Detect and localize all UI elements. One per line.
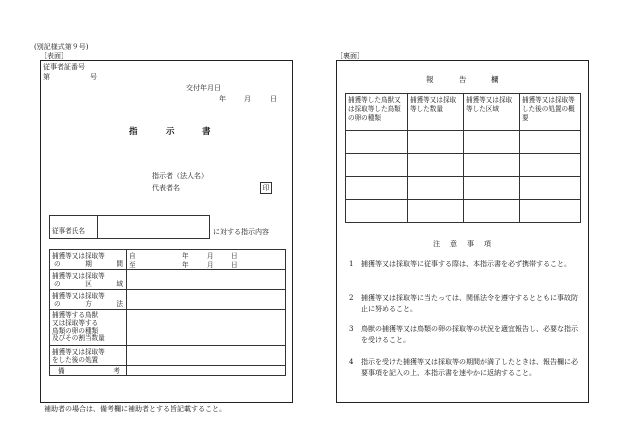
front-title-char-3: 書 xyxy=(202,127,211,137)
notes-title-char-3: 事 xyxy=(467,240,474,248)
species-label: 捕獲等する鳥獣 又は採取等する 鳥類の卵の種類 及びその割当数量 xyxy=(50,310,127,346)
representative-label: 代表者名 xyxy=(152,184,180,192)
front-panel xyxy=(40,60,293,403)
period-value: 自 年 月 日 至 年 月 日 xyxy=(127,250,286,270)
instructor-label: 指示者（法人名） xyxy=(152,172,208,180)
number-suffix: 号 xyxy=(90,73,97,81)
method-label: 捕獲等又は採取等 の 方 法 xyxy=(50,290,127,310)
disposal-row xyxy=(50,346,286,366)
report-header-row xyxy=(346,94,581,131)
front-side-label: ［表面］ xyxy=(40,52,68,60)
seal-box: 印 xyxy=(260,182,272,194)
cert-number-label: 従事者証番号 xyxy=(43,63,85,71)
worker-name-table xyxy=(49,215,210,239)
species-row xyxy=(50,310,286,346)
method-value xyxy=(127,290,286,310)
report-row xyxy=(346,177,581,200)
report-header-disposal: 捕獲等又は採取等した後の処置の概要 xyxy=(520,94,581,131)
note-item-2: 2 捕獲等又は採取等に当たっては、関係法令を遵守するとともに事故防止に努めること。 xyxy=(349,294,578,313)
remarks-row xyxy=(50,366,286,376)
issue-year-unit: 年 xyxy=(219,95,226,103)
method-row xyxy=(50,290,286,310)
notes-title-char-1: 注 xyxy=(433,240,440,248)
area-row xyxy=(50,270,286,290)
report-header-area: 捕獲等又は採取等した区域 xyxy=(464,94,520,131)
worker-name-label: 従事者氏名 xyxy=(50,216,98,239)
report-row xyxy=(346,154,581,177)
instruction-table xyxy=(49,249,286,376)
instruction-suffix: に対する指示内容 xyxy=(213,228,269,236)
form-number-label: (別記様式第９号) xyxy=(34,43,89,51)
period-to-label: 至 xyxy=(129,261,136,269)
report-row xyxy=(346,200,581,223)
back-panel xyxy=(336,60,589,403)
area-label: 捕獲等又は採取等 の 区 域 xyxy=(50,270,127,290)
report-header-quantity: 捕獲等又は採取等した数量 xyxy=(408,94,464,131)
issue-day-unit: 日 xyxy=(270,95,277,103)
period-label: 捕獲等又は採取等 の 期 間 xyxy=(50,250,127,270)
period-from-label: 自 xyxy=(129,252,136,260)
issue-date-label: 交付年月日 xyxy=(186,84,221,92)
number-prefix: 第 xyxy=(43,73,50,81)
species-value xyxy=(127,310,286,346)
disposal-label: 捕獲等又は採取等 をした後の処置 xyxy=(50,346,127,366)
report-header-species: 捕獲等した鳥獣又は採取等した鳥類の卵の種類 xyxy=(346,94,408,131)
front-title-char-1: 指 xyxy=(129,127,138,137)
back-side-label: ［裏面］ xyxy=(336,52,364,60)
notes-title-char-2: 意 xyxy=(450,240,457,248)
worker-name-value xyxy=(98,216,210,239)
report-title-char-3: 欄 xyxy=(491,75,499,84)
notes-title-char-4: 項 xyxy=(484,240,491,248)
remarks-label: 備 考 xyxy=(50,366,127,376)
report-table xyxy=(345,93,581,223)
report-title-char-1: 報 xyxy=(426,75,434,84)
area-value xyxy=(127,270,286,290)
front-footnote: 補助者の場合は、備考欄に補助者とする旨記載すること。 xyxy=(44,405,226,413)
front-title-char-2: 示 xyxy=(166,127,175,137)
report-title-char-2: 告 xyxy=(459,75,467,84)
period-row xyxy=(50,250,286,270)
report-row xyxy=(346,131,581,154)
disposal-value xyxy=(127,346,286,366)
remarks-value xyxy=(127,366,286,376)
issue-month-unit: 月 xyxy=(244,95,251,103)
note-item-1: 1 捕獲等又は採取等に従事する際は、本指示書を必ず携帯すること。 xyxy=(349,260,571,268)
note-item-4: 4 指示を受けた捕獲等又は採取等の期間が満了したときは、報告欄に必要事項を記入の上、本指示書を速やかに返納すること。 xyxy=(349,358,578,377)
note-item-3: 3 鳥獣の捕獲等又は鳥類の卵の採取等の状況を適宜報告し、必要な指示を受けること。 xyxy=(349,325,578,344)
